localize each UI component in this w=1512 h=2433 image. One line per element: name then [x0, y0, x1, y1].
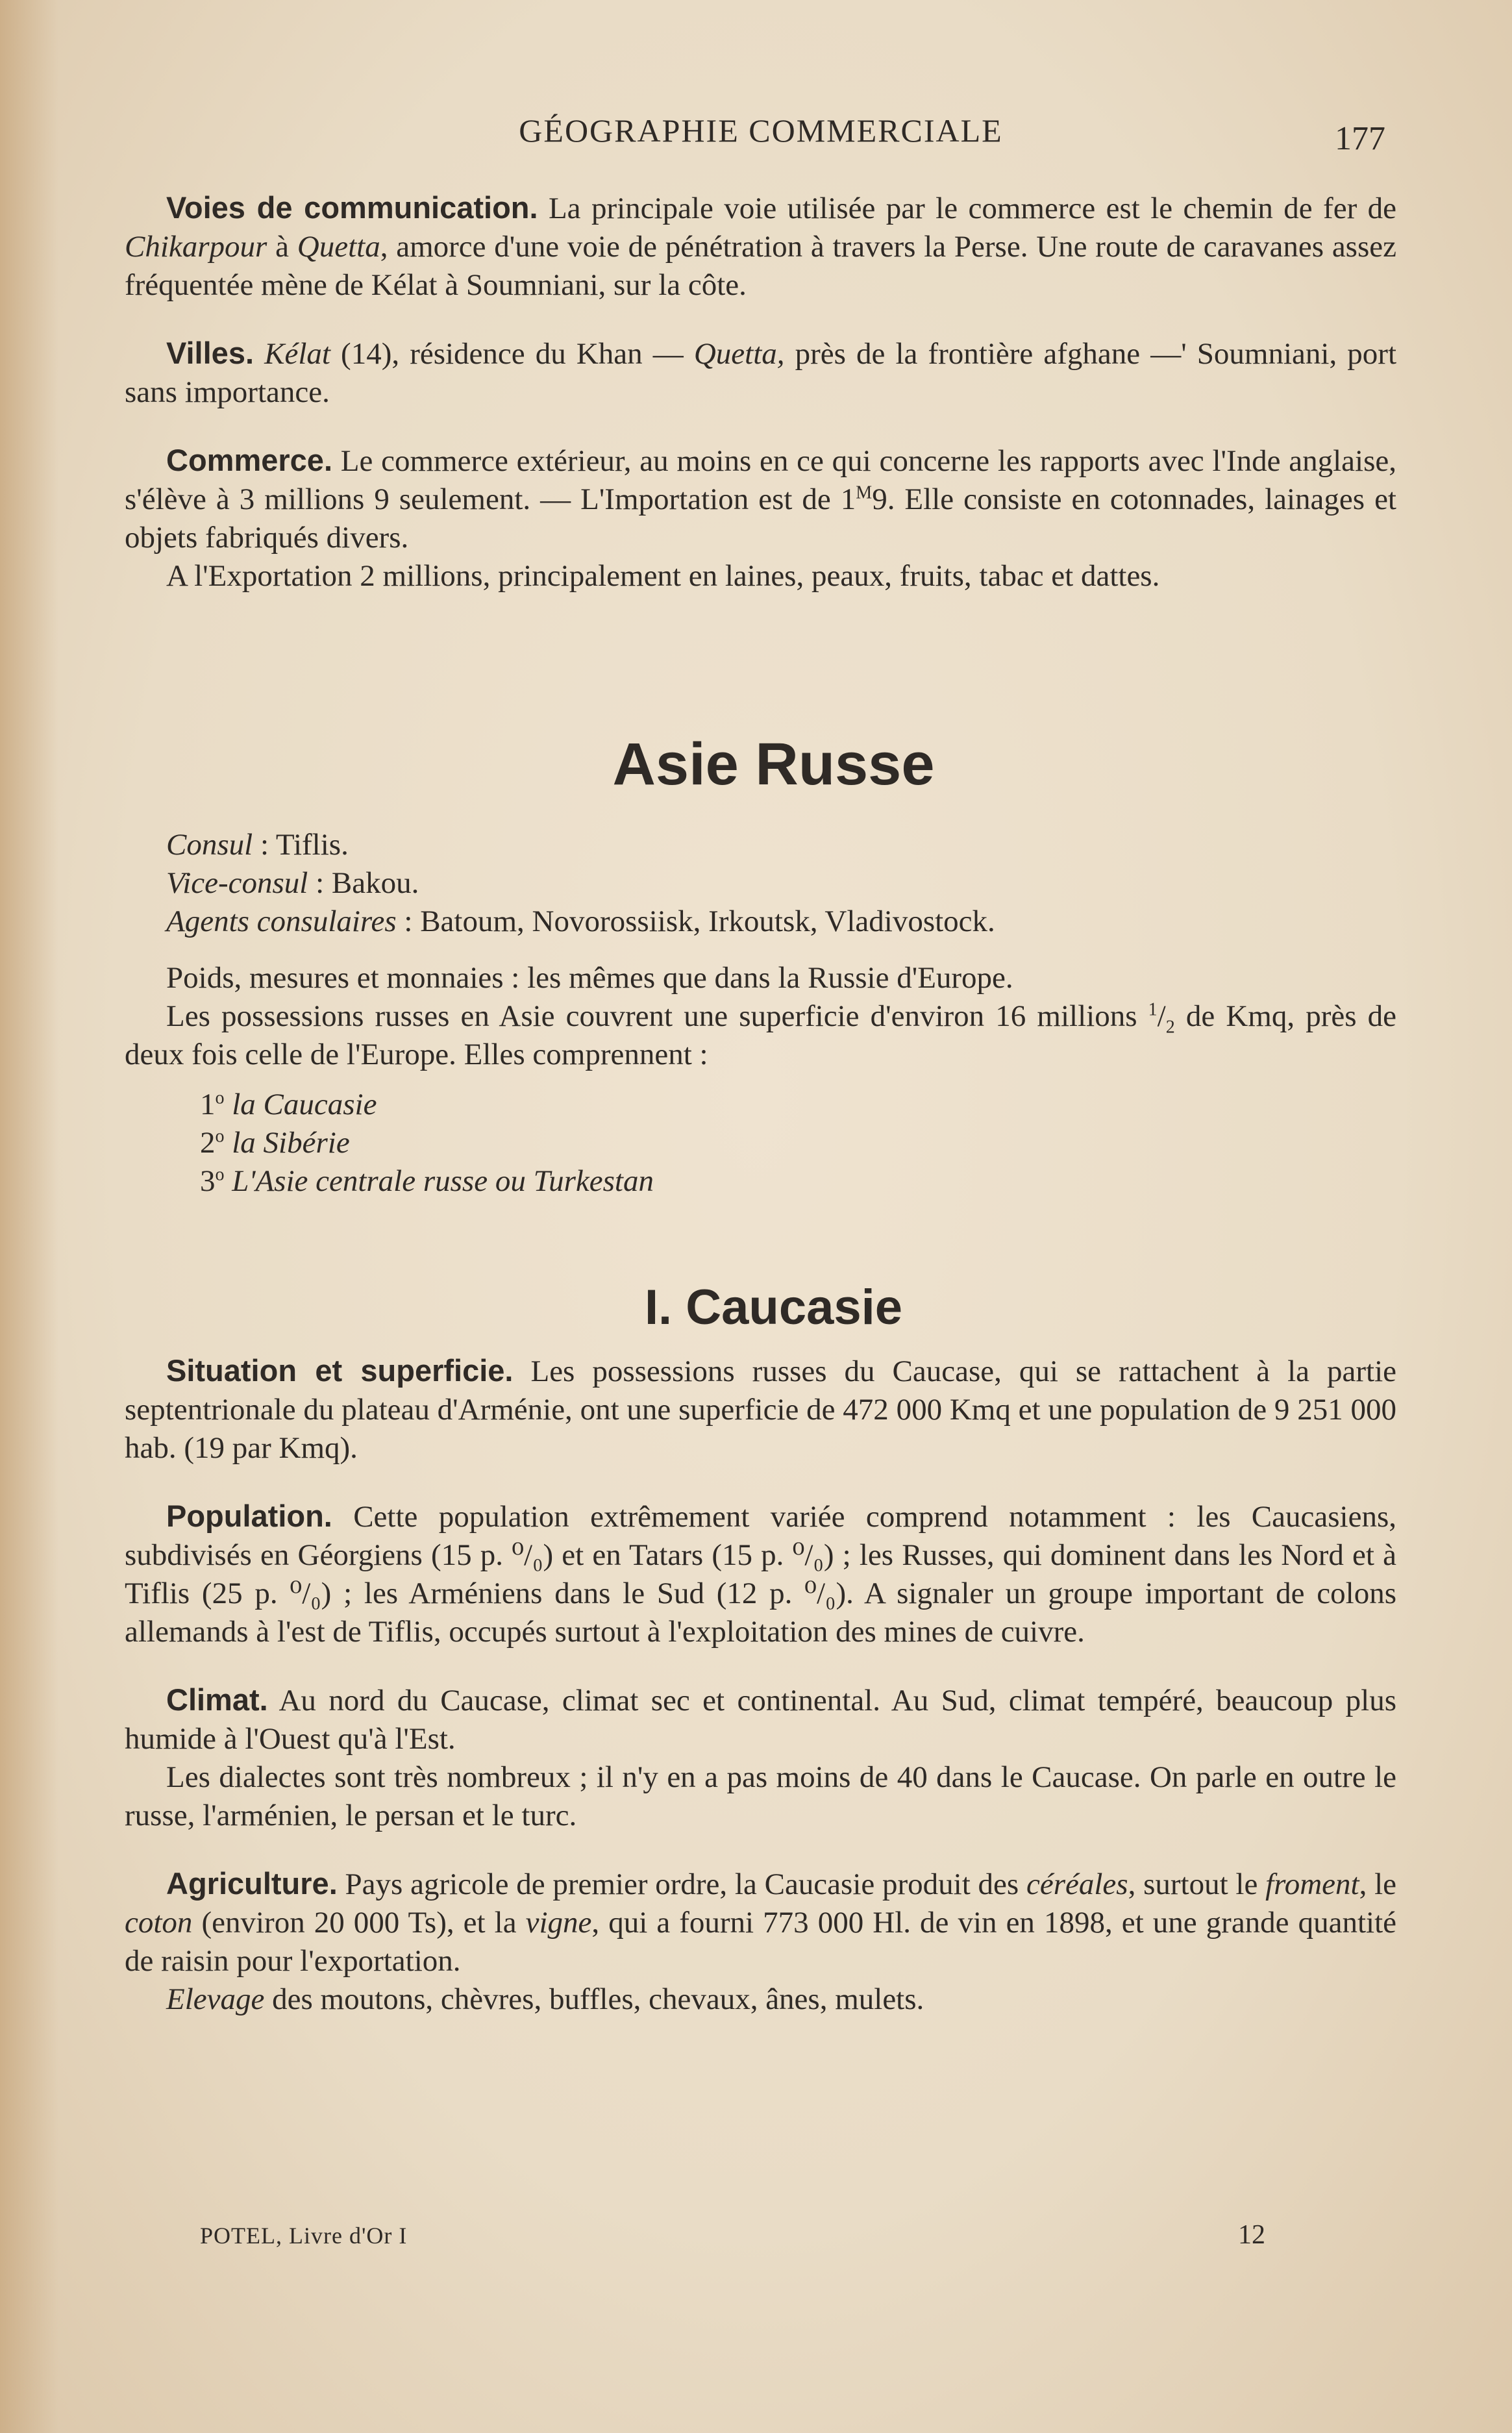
agriculture-vigne: vigne: [525, 1906, 592, 1940]
situation-paragraph: [125, 1351, 1396, 1467]
section-title-asie-russe: Asie Russe: [612, 731, 935, 797]
commerce-heading: Commerce.: [166, 443, 332, 477]
running-title: GÉOGRAPHIE COMMERCIALE: [519, 112, 1003, 149]
population-text-d: ) ; les Arméniens dans le Sud (12 p.: [321, 1577, 805, 1610]
villes-paragraph: [125, 334, 1396, 412]
villes-text-a: (14), résidence du Khan —: [330, 337, 694, 371]
regions-list: [125, 1086, 1396, 1201]
agriculture-text-b: , surtout le: [1128, 1867, 1266, 1901]
villes-text-b: près de la frontière afghane —' Soumniani, port sans importance.: [125, 337, 1397, 409]
villes-city-kelat: Kélat: [264, 337, 330, 371]
list-item-label: L'Asie centrale russe ou Turkestan: [232, 1164, 654, 1198]
voies-paragraph: [125, 188, 1396, 305]
footer-signature: POTEL, Livre d'Or I: [200, 2223, 408, 2249]
possessions-text-b: de Kmq, près de deux fois celle de l'Europe. Elles comprennent :: [125, 999, 1396, 1071]
footer-sheet-number: 12: [1238, 2220, 1265, 2250]
villes-heading: Villes.: [166, 336, 254, 370]
page-header: [123, 112, 1398, 157]
voies-text-b: à: [267, 230, 297, 264]
list-item-ordinal: o: [215, 1164, 225, 1185]
voies-place-quetta: Quetta: [297, 230, 380, 264]
percent-sign: ⁰/₀: [290, 1577, 321, 1610]
list-item: [158, 1162, 1396, 1201]
voies-place-chikarpour: Chikarpour: [125, 230, 267, 264]
fraction-numerator: 1: [1148, 999, 1158, 1020]
elevage-paragraph: [125, 1980, 1396, 2019]
elevage-label: Elevage: [166, 1982, 265, 2016]
commerce-text-a: Le commerce extérieur, au moins en ce qui concerne les rapports avec l'Inde anglaise, s'élève à 3 millions 9 seulement. — L'Importation est de 1: [125, 444, 1396, 516]
population-heading: Population.: [166, 1499, 332, 1533]
commerce-export-paragraph: A l'Exportation 2 millions, principalement en laines, peaux, fruits, tabac et dattes.: [166, 559, 1160, 593]
vice-consul-label: Vice-consul: [166, 866, 308, 900]
population-text-c: ) ; les Russes, qui dominent dans les Nord et à Tiflis (25 p.: [125, 1538, 1396, 1610]
elevage-text: des moutons, chèvres, buffles, chevaux, ânes, mulets.: [264, 1982, 924, 2016]
agriculture-coton: coton: [125, 1906, 193, 1940]
fraction-slash: /: [1157, 999, 1166, 1033]
agriculture-heading: Agriculture.: [166, 1866, 338, 1901]
list-item: [158, 1086, 1396, 1124]
possessions-paragraph: [125, 997, 1396, 1074]
vice-consul-line: [125, 864, 1396, 903]
list-item-number: 3: [200, 1164, 216, 1198]
list-item-label: la Sibérie: [232, 1126, 350, 1160]
agriculture-text-e: , qui a fourni 773 000 Hl. de vin en 1898, et une grande quantité de raisin pour l'exportation.: [125, 1906, 1396, 1978]
consul-line: [125, 826, 1396, 864]
population-text-a: Cette population extrêmement variée comprend notamment : les Caucasiens, subdivisés en Géorgiens (15 p.: [125, 1500, 1396, 1572]
agents-line: [125, 903, 1396, 941]
situation-text: Les possessions russes du Caucase, qui se rattachent à la partie septentrionale du plateau d'Arménie, ont une superficie de 472 000 Kmq et une population de 9 251 000 hab. (19 par Kmq).: [125, 1354, 1396, 1465]
population-text-b: ) et en Tatars (15 p.: [543, 1538, 793, 1572]
villes-city-quetta: Quetta,: [693, 337, 785, 371]
agriculture-text-d: (environ 20 000 Ts), et la: [192, 1906, 526, 1940]
list-item-number: 2: [200, 1126, 216, 1160]
dialectes-paragraph: Les dialectes sont très nombreux ; il n'y en a pas moins de 40 dans le Caucase. On parle en outre le russe, l'arménien, le persan et le turc.: [125, 1760, 1396, 1832]
agents-value: : Batoum, Novorossiisk, Irkoutsk, Vladivostock.: [396, 905, 995, 938]
climat-heading: Climat.: [166, 1682, 268, 1717]
population-paragraph: [125, 1497, 1396, 1651]
consul-label: Consul: [166, 828, 253, 862]
voies-text-a: La principale voie utilisée par le commerce est le chemin de fer de: [538, 192, 1396, 225]
agents-label: Agents consulaires: [166, 905, 397, 938]
percent-sign: ⁰/₀: [512, 1538, 543, 1572]
consul-value: : Tiflis.: [253, 828, 349, 862]
fraction-denominator: 2: [1165, 1017, 1175, 1038]
climat-paragraph: [125, 1680, 1396, 1758]
poids-paragraph: Poids, mesures et monnaies : les mêmes que dans la Russie d'Europe.: [166, 961, 1013, 995]
agriculture-cereales: céréales: [1026, 1867, 1128, 1901]
list-item-number: 1: [200, 1088, 216, 1121]
commerce-paragraph: [125, 441, 1396, 557]
agriculture-froment: froment: [1265, 1867, 1359, 1901]
list-item-ordinal: o: [215, 1088, 225, 1108]
agriculture-paragraph: [125, 1864, 1396, 1980]
agriculture-text-c: , le: [1359, 1867, 1396, 1901]
list-item-ordinal: o: [215, 1126, 225, 1147]
commerce-superscript: M: [856, 482, 873, 503]
possessions-text-a: Les possessions russes en Asie couvrent une superficie d'environ 16 millions: [166, 999, 1148, 1033]
voies-heading: Voies de communication.: [166, 190, 538, 225]
voies-text-c: , amorce d'une voie de pénétration à travers la Perse. Une route de caravanes assez fréquentée mène de Kélat à Soumniani, sur la côte.: [125, 230, 1396, 302]
page-content: [125, 188, 1396, 2019]
situation-heading: Situation et superficie.: [166, 1353, 514, 1388]
section-title-caucasie: I. Caucasie: [644, 1280, 903, 1335]
agriculture-text-a: Pays agricole de premier ordre, la Caucasie produit des: [337, 1867, 1026, 1901]
list-item-label: la Caucasie: [232, 1088, 377, 1121]
page-number: 177: [1335, 120, 1385, 157]
page-footer: [200, 2222, 1265, 2254]
percent-sign: ⁰/₀: [792, 1538, 824, 1572]
commerce-text-b: 9. Elle consiste en cotonnades, lainages et objets fabriqués divers.: [125, 482, 1396, 555]
percent-sign: ⁰/₀: [804, 1577, 836, 1610]
list-item: [158, 1124, 1396, 1162]
vice-consul-value: : Bakou.: [308, 866, 419, 900]
population-text-e: ). A signaler un groupe important de colons allemands à l'est de Tiflis, occupés surtout à l'exploitation des mines de cuivre.: [125, 1577, 1397, 1649]
climat-text: Au nord du Caucase, climat sec et continental. Au Sud, climat tempéré, beaucoup plus humide à l'Ouest qu'à l'Est.: [125, 1684, 1396, 1756]
